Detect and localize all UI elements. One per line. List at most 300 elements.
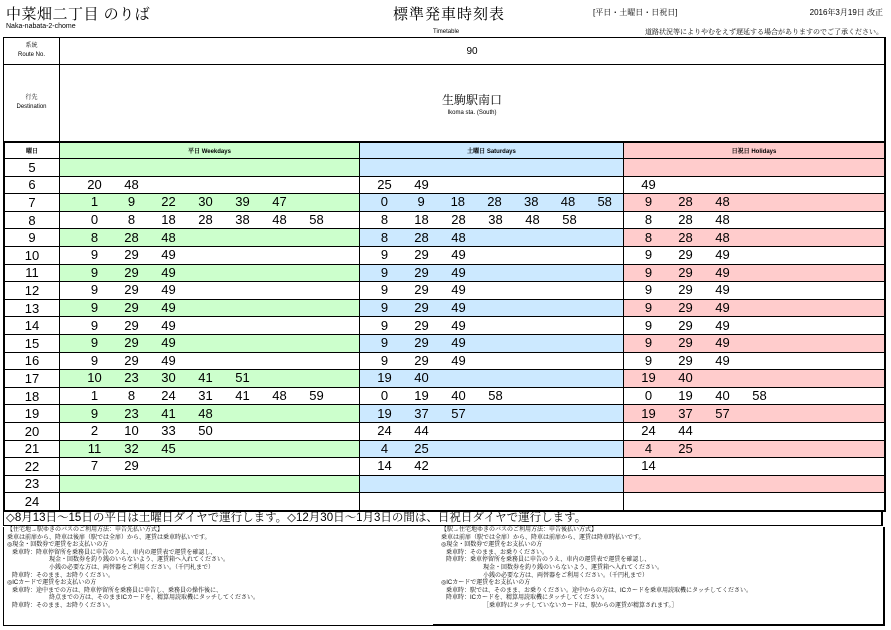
departure-minute: 0 — [380, 388, 389, 404]
departure-minute: 29 — [124, 247, 139, 263]
departure-minute: 8 — [127, 212, 136, 228]
table-row — [5, 475, 885, 493]
departure-minute: 8 — [644, 212, 653, 228]
fare-instruction-line: 乗車は前扉（駅では全扉）から、降車は前扉から、運賃は降車時払いです。 — [441, 534, 645, 541]
departure-minute: 7 — [90, 458, 99, 474]
departure-table — [4, 142, 885, 511]
departure-minute: 49 — [715, 264, 730, 280]
departure-minute: 49 — [715, 247, 730, 263]
departure-minute: 49 — [451, 335, 466, 351]
holiday-minutes-cell — [624, 299, 885, 317]
departure-minute: 9 — [644, 300, 653, 316]
departure-minute: 25 — [678, 440, 693, 456]
departure-minute: 19 — [641, 370, 656, 386]
fare-instructions-inbound — [441, 527, 752, 611]
departure-minute: 28 — [678, 212, 693, 228]
departure-minute: 58 — [752, 388, 767, 404]
departure-minute: 48 — [525, 212, 540, 228]
departure-minute: 28 — [451, 212, 466, 228]
departure-minute: 2 — [90, 423, 99, 439]
timetable-page — [3, 2, 885, 626]
saturday-minutes-cell — [360, 176, 624, 194]
holiday-minutes-cell — [624, 493, 885, 511]
weekday-minutes-cell — [60, 176, 360, 194]
departure-minute: 41 — [161, 405, 176, 421]
hour-cell: 20 — [5, 422, 60, 440]
weekday-minutes-cell — [60, 246, 360, 264]
saturday-minutes-cell — [360, 264, 624, 282]
holiday-minutes-cell — [624, 159, 885, 177]
departure-minute: 9 — [644, 317, 653, 333]
departure-minute: 49 — [715, 317, 730, 333]
saturday-minutes-cell — [360, 440, 624, 458]
departure-minute: 9 — [644, 282, 653, 298]
table-header-row — [5, 143, 885, 159]
departure-minute: 9 — [417, 194, 425, 210]
departure-minute: 28 — [414, 229, 429, 245]
hour-cell: 17 — [5, 370, 60, 388]
weekday-minutes-cell — [60, 211, 360, 229]
departure-minute: 59 — [309, 388, 324, 404]
departure-minute: 29 — [124, 352, 139, 368]
divider — [433, 624, 885, 625]
holiday-minutes-cell — [624, 440, 885, 458]
table-row — [5, 422, 885, 440]
timetable-frame — [3, 37, 886, 512]
weekday-minutes-cell — [60, 422, 360, 440]
departure-minute: 45 — [161, 440, 176, 456]
departure-minute: 9 — [644, 194, 653, 210]
table-row — [5, 387, 885, 405]
fare-instruction-line: ◎現金・回数券で運賃をお支払いの方 — [7, 542, 109, 549]
fare-instruction-line: 【駅→住宅地ゆきのバスのご利用方法：申告後払い方式】 — [441, 527, 598, 533]
saturday-minutes-cell — [360, 458, 624, 476]
departure-minute: 28 — [678, 194, 693, 210]
weekday-minutes-cell — [60, 405, 360, 423]
departure-minute: 47 — [272, 194, 287, 210]
departure-minute: 24 — [377, 423, 392, 439]
departure-minute: 48 — [272, 212, 287, 228]
departure-minute: 24 — [641, 423, 656, 439]
fare-instruction-line: 降車時：乗車停留所を乗務員に申告のうえ、車内の運賃表で運賃を確認し、 — [446, 557, 651, 564]
departure-minute: 49 — [451, 264, 466, 280]
hour-cell: 5 — [5, 159, 60, 177]
departure-minute: 49 — [451, 300, 466, 316]
fare-instruction-line: 乗車時：そのまま、お乗りください。 — [446, 549, 549, 556]
departure-minute: 44 — [678, 423, 693, 439]
destination-label-jp: 行先 — [25, 95, 38, 101]
departure-minute: 38 — [524, 194, 539, 210]
departure-minute: 38 — [235, 212, 250, 228]
weekday-minutes-cell — [60, 370, 360, 388]
revision-date: 2016年3月19日 改正 — [809, 8, 883, 17]
route-label — [4, 38, 60, 64]
departure-minute: 14 — [641, 458, 656, 474]
table-row — [5, 370, 885, 388]
departure-minute: 29 — [124, 317, 139, 333]
holiday-minutes-cell — [624, 405, 885, 423]
departure-minute: 24 — [161, 388, 176, 404]
departure-minute: 29 — [414, 352, 429, 368]
departure-minute: 49 — [641, 176, 656, 192]
page-title: 標準発車時刻表 — [393, 6, 506, 23]
departure-minute: 20 — [87, 176, 102, 192]
departure-minute: 37 — [414, 405, 429, 421]
hour-cell: 6 — [5, 176, 60, 194]
holiday-minutes-cell — [624, 282, 885, 300]
weekday-minutes-cell — [60, 159, 360, 177]
fare-instruction-line: ◎現金・回数券で運賃をお支払いの方 — [441, 542, 543, 549]
departure-minute: 30 — [198, 194, 213, 210]
holiday-column-header: 日祝日 Holidays — [624, 143, 885, 159]
departure-minute: 23 — [124, 405, 139, 421]
departure-minute: 9 — [90, 317, 99, 333]
departure-minute: 40 — [414, 370, 429, 386]
departure-minute: 49 — [161, 264, 176, 280]
departure-minute: 58 — [597, 194, 612, 210]
departure-minute: 9 — [90, 282, 99, 298]
departure-minute: 25 — [414, 440, 429, 456]
departure-minute: 29 — [678, 352, 693, 368]
departure-minute: 50 — [198, 423, 213, 439]
departure-minute: 49 — [451, 317, 466, 333]
departure-minute: 29 — [124, 264, 139, 280]
table-row — [5, 352, 885, 370]
hour-cell: 11 — [5, 264, 60, 282]
hour-cell: 13 — [5, 299, 60, 317]
departure-minute: 9 — [380, 264, 389, 280]
table-row — [5, 282, 885, 300]
departure-minute: 9 — [380, 300, 389, 316]
fare-instruction-line: 現金・回数券を釣り銭のいらないよう、運賃箱へ入れてください。 — [49, 557, 230, 564]
holiday-minutes-cell — [624, 458, 885, 476]
destination-name: 生駒駅南口 — [441, 92, 502, 107]
weekday-minutes-cell — [60, 387, 360, 405]
hour-column-header: 曜日 — [5, 143, 60, 159]
departure-minute: 48 — [161, 229, 176, 245]
departure-minute: 9 — [644, 352, 653, 368]
departure-minute: 8 — [380, 229, 389, 245]
departure-minute: 9 — [90, 300, 99, 316]
hour-cell: 22 — [5, 458, 60, 476]
hour-cell: 21 — [5, 440, 60, 458]
departure-minute: 51 — [235, 370, 250, 386]
departure-minute: 29 — [414, 247, 429, 263]
departure-minute: 30 — [161, 370, 176, 386]
departure-minute: 18 — [450, 194, 466, 210]
route-label-en: Route No. — [17, 52, 45, 58]
saturday-column-header: 土曜日 Saturdays — [360, 143, 624, 159]
fare-instruction-line: 【住宅地→駅ゆきのバスのご利用方法：申告先払い方式】 — [7, 527, 164, 533]
saturday-minutes-cell — [360, 370, 624, 388]
departure-minute: 9 — [90, 352, 99, 368]
departure-minute: 29 — [124, 300, 139, 316]
table-row — [5, 458, 885, 476]
departure-minute: 11 — [87, 440, 102, 456]
departure-minute: 18 — [414, 212, 429, 228]
departure-minute: 19 — [414, 388, 429, 404]
fare-instruction-line: 小銭の必要な方は、両替器をご利用ください。（千円札まで） — [49, 564, 215, 571]
departure-minute: 9 — [380, 352, 389, 368]
departure-minute: 22 — [161, 194, 176, 210]
saturday-minutes-cell — [360, 299, 624, 317]
departure-minute: 29 — [414, 335, 429, 351]
fare-instruction-line: ［乗車時にタッチしていないカードは、駅からの運賃が精算されます。］ — [483, 602, 678, 609]
departure-minute: 40 — [451, 388, 466, 404]
departure-minute: 41 — [235, 388, 250, 404]
holiday-minutes-cell — [624, 334, 885, 352]
departure-minute: 0 — [380, 194, 388, 210]
table-row — [5, 493, 885, 511]
fare-instruction-line: 降車時：そのまま、お降りください。 — [12, 602, 115, 609]
table-row — [5, 334, 885, 352]
departure-minute: 9 — [644, 335, 653, 351]
departure-minute: 42 — [414, 458, 429, 474]
weekday-minutes-cell — [60, 229, 360, 247]
departure-minute: 48 — [451, 229, 466, 245]
holiday-minutes-cell — [624, 229, 885, 247]
weekday-minutes-cell — [60, 493, 360, 511]
departure-minute: 49 — [161, 352, 176, 368]
page-title-en: Timetable — [433, 29, 460, 35]
holiday-minutes-cell — [624, 317, 885, 335]
saturday-minutes-cell — [360, 475, 624, 493]
table-row — [5, 299, 885, 317]
departure-minute: 19 — [678, 388, 693, 404]
table-row — [5, 405, 885, 423]
departure-minute: 29 — [678, 247, 693, 263]
holiday-minutes-cell — [624, 264, 885, 282]
departure-minute: 48 — [124, 176, 139, 192]
destination-label — [4, 65, 60, 141]
departure-minute: 9 — [90, 247, 99, 263]
departure-minute: 39 — [235, 194, 250, 210]
destination-name-en: Ikoma sta. (South) — [447, 109, 497, 116]
destination-value-cell — [60, 65, 884, 141]
departure-minute: 58 — [309, 212, 324, 228]
fare-instruction-line: 降車時：そのまま、お降りください。 — [12, 572, 115, 579]
table-row — [5, 194, 885, 212]
departure-minute: 29 — [678, 300, 693, 316]
saturday-minutes-cell — [360, 282, 624, 300]
saturday-minutes-cell — [360, 246, 624, 264]
weekday-minutes-cell — [60, 334, 360, 352]
departure-minute: 49 — [715, 335, 730, 351]
departure-minute: 49 — [715, 352, 730, 368]
departure-minute: 48 — [715, 194, 730, 210]
departure-minute: 19 — [377, 405, 392, 421]
weekday-minutes-cell — [60, 475, 360, 493]
holiday-minutes-cell — [624, 211, 885, 229]
departure-minute: 29 — [678, 335, 693, 351]
hour-cell: 23 — [5, 475, 60, 493]
delay-notice: 道路状況等によりやむをえず遅延する場合がありますのでご了承ください。 — [645, 29, 883, 36]
departure-minute: 40 — [715, 388, 730, 404]
saturday-minutes-cell — [360, 405, 624, 423]
departure-minute: 48 — [715, 229, 730, 245]
departure-minute: 8 — [644, 229, 653, 245]
holiday-minutes-cell — [624, 370, 885, 388]
departure-minute: 9 — [90, 264, 99, 280]
departure-minute: 29 — [414, 300, 429, 316]
departure-minute: 29 — [124, 282, 139, 298]
table-row — [5, 176, 885, 194]
departure-minute: 48 — [272, 388, 287, 404]
departure-minute: 1 — [90, 388, 99, 404]
departure-minute: 57 — [451, 405, 466, 421]
departure-minute: 28 — [487, 194, 502, 210]
stop-name: 中菜畑二丁目 のりば — [6, 6, 151, 23]
departure-minute: 49 — [414, 176, 429, 192]
saturday-minutes-cell — [360, 493, 624, 511]
departure-minute: 49 — [161, 282, 176, 298]
departure-minute: 49 — [715, 282, 730, 298]
departure-minute: 49 — [451, 352, 466, 368]
departure-minute: 37 — [678, 405, 693, 421]
hour-cell: 16 — [5, 352, 60, 370]
departure-minute: 29 — [678, 264, 693, 280]
saturday-minutes-cell — [360, 211, 624, 229]
hour-cell: 19 — [5, 405, 60, 423]
departure-minute: 48 — [198, 405, 213, 421]
departure-minute: 4 — [380, 440, 389, 456]
table-row — [5, 246, 885, 264]
departure-minute: 29 — [678, 282, 693, 298]
day-types-label: [平日・土曜日・日祝日] — [593, 8, 678, 17]
holiday-minutes-cell — [624, 422, 885, 440]
holiday-minutes-cell — [624, 387, 885, 405]
departure-minute: 44 — [414, 423, 429, 439]
holiday-minutes-cell — [624, 246, 885, 264]
saturday-minutes-cell — [360, 422, 624, 440]
departure-minute: 29 — [124, 458, 139, 474]
departure-minute: 9 — [380, 282, 389, 298]
departure-minute: 28 — [678, 229, 693, 245]
fare-instruction-line: ◎ICカードで運賃をお支払いの方 — [7, 580, 97, 587]
holiday-minutes-cell — [624, 194, 885, 212]
departure-minute: 25 — [377, 176, 392, 192]
departure-minute: 9 — [380, 335, 389, 351]
departure-minute: 49 — [715, 300, 730, 316]
saturday-minutes-cell — [360, 159, 624, 177]
departure-minute: 4 — [644, 440, 653, 456]
departure-minute: 57 — [715, 405, 730, 421]
departure-table-body — [5, 159, 885, 511]
departure-minute: 8 — [127, 388, 136, 404]
fare-instructions — [3, 527, 885, 626]
saturday-minutes-cell — [360, 194, 624, 212]
route-value-cell — [60, 38, 884, 64]
departure-minute: 28 — [124, 229, 139, 245]
departure-minute: 49 — [161, 300, 176, 316]
saturday-minutes-cell — [360, 334, 624, 352]
departure-minute: 38 — [488, 212, 503, 228]
table-row — [5, 229, 885, 247]
destination-label-en: Destination — [16, 104, 47, 110]
weekday-minutes-cell — [60, 299, 360, 317]
destination-row — [4, 65, 884, 142]
departure-minute: 0 — [644, 388, 653, 404]
departure-minute: 49 — [161, 317, 176, 333]
departure-minute: 29 — [414, 264, 429, 280]
departure-minute: 49 — [451, 247, 466, 263]
route-row — [4, 38, 884, 65]
weekday-minutes-cell — [60, 352, 360, 370]
hour-cell: 12 — [5, 282, 60, 300]
fare-instruction-line: 乗車時：途中までの方は、降車停留所を乗務員に申告し、乗務員の操作後に、 — [12, 587, 223, 594]
departure-minute: 48 — [560, 194, 576, 210]
departure-minute: 9 — [90, 335, 99, 351]
departure-minute: 9 — [380, 317, 389, 333]
departure-minute: 49 — [451, 282, 466, 298]
departure-minute: 9 — [644, 264, 653, 280]
holiday-minutes-cell — [624, 475, 885, 493]
departure-minute: 9 — [127, 194, 136, 210]
departure-minute: 28 — [198, 212, 213, 228]
departure-minute: 29 — [414, 282, 429, 298]
departure-minute: 29 — [678, 317, 693, 333]
fare-instruction-line: 現金・回数券を釣り銭のいらないよう、運賃箱へ入れてください。 — [483, 564, 664, 571]
saturday-minutes-cell — [360, 317, 624, 335]
calendar-note: ◇8月13日～15日の平日は土曜日ダイヤで運行します。◇12月30日～1月3日の間は、日祝日ダイヤで運行します。 — [3, 510, 883, 526]
hour-cell: 9 — [5, 229, 60, 247]
weekday-minutes-cell — [60, 317, 360, 335]
departure-minute: 9 — [90, 405, 99, 421]
saturday-minutes-cell — [360, 387, 624, 405]
saturday-minutes-cell — [360, 352, 624, 370]
hour-cell: 10 — [5, 246, 60, 264]
holiday-minutes-cell — [624, 176, 885, 194]
departure-minute: 18 — [161, 212, 176, 228]
fare-instruction-line: 小銭の必要な方は、両替器をご利用ください。（千円札まで） — [483, 572, 649, 579]
fare-instruction-line: 乗車時：降車停留所を乗務員に申告のうえ、車内の運賃表で運賃を確認し、 — [12, 549, 217, 556]
departure-minute: 58 — [488, 388, 503, 404]
hour-cell: 14 — [5, 317, 60, 335]
table-row — [5, 264, 885, 282]
hour-cell: 8 — [5, 211, 60, 229]
departure-minute: 49 — [161, 335, 176, 351]
weekday-minutes-cell — [60, 194, 360, 212]
departure-minute: 32 — [124, 440, 139, 456]
departure-minute: 48 — [715, 212, 730, 228]
departure-minute: 29 — [414, 317, 429, 333]
hour-cell: 24 — [5, 493, 60, 511]
departure-minute: 23 — [124, 370, 139, 386]
stop-name-roman: Naka-nabata-2-chome — [6, 23, 76, 30]
departure-minute: 8 — [90, 229, 99, 245]
hour-cell: 7 — [5, 194, 60, 212]
departure-minute: 41 — [198, 370, 213, 386]
route-number: 90 — [466, 45, 478, 57]
departure-minute: 9 — [644, 247, 653, 263]
saturday-minutes-cell — [360, 229, 624, 247]
fare-instruction-line: 乗車時：駅では、そのまま、お乗りください。途中からの方は、ICカードを乗車用読取機にタッチしてください。 — [446, 587, 753, 594]
table-row — [5, 440, 885, 458]
departure-minute: 19 — [641, 405, 656, 421]
fare-instruction-line: 降車時：ICカードを、精算用読取機にタッチしてください。 — [446, 595, 609, 602]
fare-instruction-line: 終点までの方は、そのままICカードを、精算用読取機にタッチしてください。 — [49, 595, 260, 602]
fare-instruction-line: 乗車は前扉から、降車は後扉（駅では全扉）から、運賃は乗車時払いです。 — [7, 534, 211, 541]
table-row — [5, 317, 885, 335]
weekday-minutes-cell — [60, 264, 360, 282]
departure-minute: 10 — [87, 370, 102, 386]
departure-minute: 10 — [124, 423, 139, 439]
weekday-minutes-cell — [60, 458, 360, 476]
weekday-column-header: 平日 Weekdays — [60, 143, 360, 159]
fare-instruction-line: ◎ICカードで運賃をお支払いの方 — [441, 580, 531, 587]
hour-cell: 18 — [5, 387, 60, 405]
departure-minute: 58 — [562, 212, 577, 228]
